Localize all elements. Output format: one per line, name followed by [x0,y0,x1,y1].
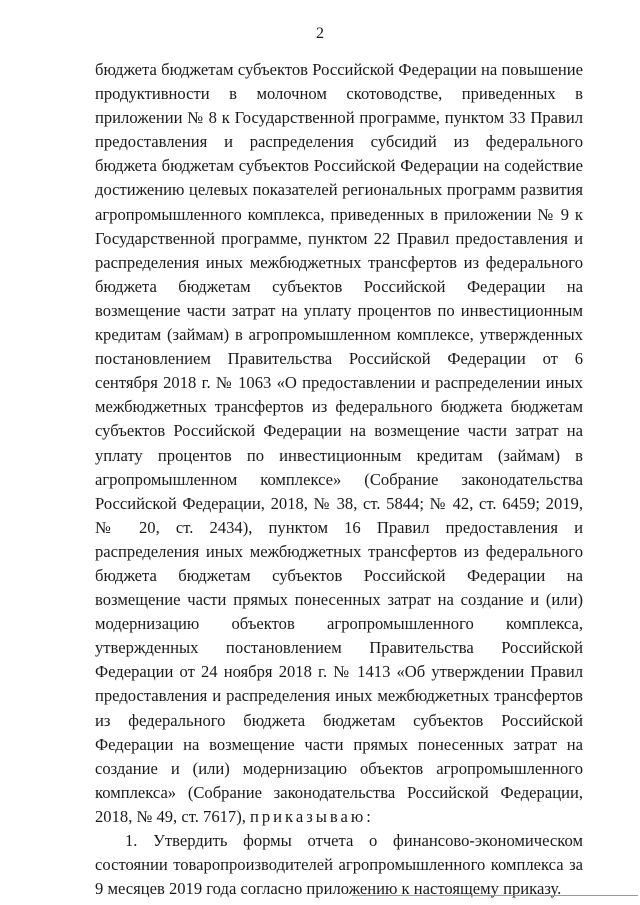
order-word-colon: : [366,806,371,826]
order-word: приказываю [250,806,367,826]
paragraph-legal-basis [95,58,583,829]
page-number: 2 [316,25,324,42]
document-body [95,58,583,901]
paragraph-item-1: 1. Утвердить формы отчета о финансово-экономическом состоянии товаропроизводителей агропромышленного комплекса за 9 месяцев 2019 года согласно приложению к настоящему приказу. [95,831,583,899]
paragraph-legal-basis-text: бюджета бюджетам субъектов Российской Федерации на повышение продуктивности в молочном скотоводстве, приведенных в приложении № 8 к Государственной программе, пунктом 33 Правил предоставления и распределения субсидий из федерального бюджета бюджетам субъектов Российской Федерации на содействие достижению целевых показателей региональных программ развития агропромышленного комплекса, приведенных в приложении № 9 к Государственной программе, пунктом 22 Правил предоставления и распределения иных межбюджетных трансфертов из федерального бюджета бюджетам субъектов Российской Федерации на возмещение части затрат на уплату процентов по инвестиционным кредитам (займам) в агропромышленном комплексе, утвержденных постановлением Правительства Российской Федерации от 6 сентября 2018 г. № 1063 «О предоставлении и распределении иных межбюджетных трансфертов из федерального бюджета бюджетам субъектов Российской Федерации на возмещение части затрат на уплату процентов по инвестиционным кредитам (займам) в агропромышленном комплексе» (Собрание законодательства Российской Федерации, 2018, № 38, ст. 5844; № 42, ст. 6459; 2019, № 20, ст. 2434), пунктом 16 Правил предоставления и распределения иных межбюджетных трансфертов из федерального бюджета бюджетам субъектов Российской Федерации на возмещение части прямых понесенных затрат на создание и (или) модернизацию объектов агропромышленного комплекса, утвержденных постановлением Правительства Российской Федерации от 24 ноября 2018 г. № 1413 «Об утверждении Правил предоставления и распределения иных межбюджетных трансфертов из федерального бюджета бюджетам субъектов Российской Федерации на возмещение части прямых понесенных затрат на создание и (или) модернизацию объектов агропромышленного комплекса» (Собрание законодательства Российской Федерации, 2018, № 49, ст. 7617), [95,60,583,826]
bottom-rule [352,895,638,896]
